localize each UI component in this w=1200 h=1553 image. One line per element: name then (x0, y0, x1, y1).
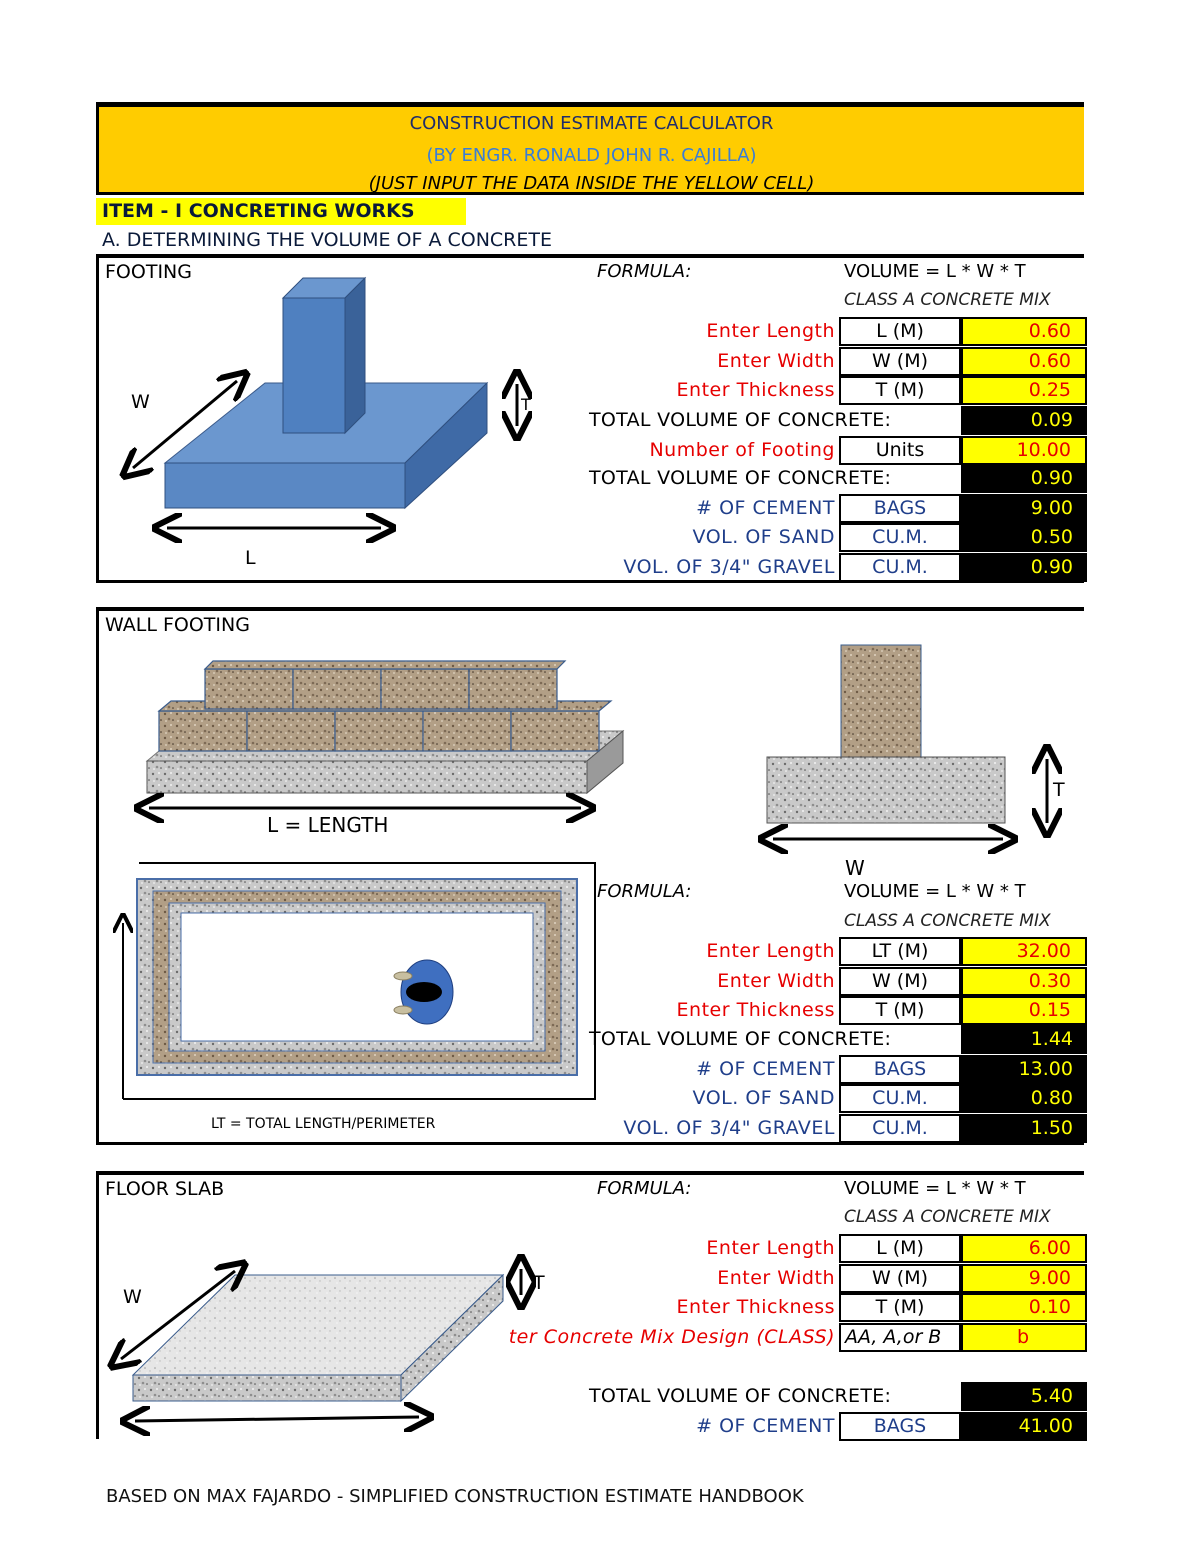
formula-label: FORMULA: (597, 881, 692, 902)
thickness-label: T (1053, 779, 1065, 801)
thickness-label: T (521, 395, 531, 414)
footing-section (96, 254, 1084, 583)
total-volume-label: TOTAL VOLUME OF CONCRETE: (589, 1385, 892, 1407)
thickness-label: Enter Thickness (676, 1296, 835, 1318)
formula-label: FORMULA: (597, 1178, 692, 1199)
length-unit: L (M) (839, 317, 961, 346)
thickness-input[interactable]: 0.10 (961, 1293, 1087, 1322)
wall-width-row (99, 967, 1087, 996)
cement-unit: BAGS (839, 1412, 961, 1441)
slab-width-row (99, 1264, 1087, 1293)
formula-text: VOLUME = L * W * T (844, 881, 1026, 902)
concrete-class: CLASS A CONCRETE MIX (844, 911, 1051, 931)
footing-cement-row (99, 494, 1087, 523)
cement-label: # OF CEMENT (696, 1058, 835, 1080)
sand-unit: CU.M. (839, 1084, 961, 1113)
total-volume-value: 0.90 (961, 464, 1087, 493)
gravel-unit: CU.M. (839, 553, 961, 582)
footing-length-row (99, 317, 1087, 346)
cement-value: 9.00 (961, 494, 1087, 523)
width-label: W (845, 856, 865, 880)
mix-design-label: ter Concrete Mix Design (CLASS) (508, 1326, 835, 1348)
width-label: Enter Width (717, 350, 835, 372)
item-title: ITEM - I CONCRETING WORKS (96, 198, 466, 225)
concrete-class: CLASS A CONCRETE MIX (844, 1207, 1051, 1227)
formula-label: FORMULA: (597, 261, 692, 282)
gravel-label: VOL. OF 3/4" GRAVEL (623, 556, 835, 578)
slab-length-row (99, 1234, 1087, 1263)
header-banner (96, 102, 1084, 195)
cement-value: 13.00 (961, 1055, 1087, 1084)
length-unit: L (M) (839, 1234, 961, 1263)
cement-unit: BAGS (839, 1055, 961, 1084)
footer-note: BASED ON MAX FAJARDO - SIMPLIFIED CONSTRUCTION ESTIMATE HANDBOOK (106, 1486, 804, 1507)
floor-slab-section (96, 1171, 1084, 1439)
wall-length-row (99, 937, 1087, 966)
length-caption: L = LENGTH (267, 813, 389, 837)
wall-cement-row (99, 1055, 1087, 1084)
footing-total-row (99, 406, 1087, 435)
mix-unit: AA, A,or B (839, 1323, 961, 1352)
cement-unit: BAGS (839, 494, 961, 523)
gravel-value: 1.50 (961, 1114, 1087, 1143)
floor-slab-title: FLOOR SLAB (105, 1178, 225, 1200)
length-label: Enter Length (706, 940, 835, 962)
author-line: (BY ENGR. RONALD JOHN R. CAJILLA) (426, 145, 757, 166)
length-label: L (245, 547, 256, 569)
width-input[interactable]: 0.60 (961, 347, 1087, 376)
wall-sand-row (99, 1084, 1087, 1113)
wall-gravel-row (99, 1114, 1087, 1143)
slab-mix-row (99, 1323, 1087, 1352)
footing-sand-row (99, 523, 1087, 552)
length-unit: LT (M) (839, 937, 961, 966)
wall-footing-title: WALL FOOTING (105, 614, 250, 636)
width-label: Enter Width (717, 970, 835, 992)
formula-text: VOLUME = L * W * T (844, 261, 1026, 282)
concrete-class: CLASS A CONCRETE MIX (844, 290, 1051, 310)
total-volume-label: TOTAL VOLUME OF CONCRETE: (589, 1028, 892, 1050)
formula-text: VOLUME = L * W * T (844, 1178, 1026, 1199)
width-label: W (131, 391, 150, 413)
thickness-unit: T (M) (839, 996, 961, 1025)
thickness-unit: T (M) (839, 1293, 961, 1322)
total-volume-value: 1.44 (961, 1025, 1087, 1054)
cement-value: 41.00 (961, 1412, 1087, 1441)
slab-thickness-row (99, 1293, 1087, 1322)
sand-value: 0.80 (961, 1084, 1087, 1113)
length-input[interactable]: 6.00 (961, 1234, 1087, 1263)
wall-total-row (99, 1025, 1087, 1054)
wall-footing-section-diagram (759, 641, 1079, 881)
cement-label: # OF CEMENT (696, 1415, 835, 1437)
thickness-label: Enter Thickness (676, 999, 835, 1021)
width-unit: W (M) (839, 347, 961, 376)
gravel-label: VOL. OF 3/4" GRAVEL (623, 1117, 835, 1139)
length-label: Enter Length (706, 320, 835, 342)
sand-label: VOL. OF SAND (692, 526, 835, 548)
width-unit: W (M) (839, 1264, 961, 1293)
footing-gravel-row (99, 553, 1087, 582)
footing-thickness-row (99, 376, 1087, 405)
length-label: Enter Length (706, 1237, 835, 1259)
thickness-label: Enter Thickness (676, 379, 835, 401)
wall-footing-3d-diagram (139, 651, 639, 851)
sand-unit: CU.M. (839, 523, 961, 552)
instruction-line: (JUST INPUT THE DATA INSIDE THE YELLOW CELL) (368, 173, 815, 194)
count-label: Number of Footing (649, 439, 835, 461)
count-input[interactable]: 10.00 (961, 436, 1087, 465)
thickness-unit: T (M) (839, 376, 961, 405)
sand-value: 0.50 (961, 523, 1087, 552)
total-volume-label: TOTAL VOLUME OF CONCRETE: (589, 409, 892, 431)
width-label: Enter Width (717, 1267, 835, 1289)
section-subtitle: A. DETERMINING THE VOLUME OF A CONCRETE (102, 229, 552, 251)
footing-width-row (99, 347, 1087, 376)
footing-count-row (99, 436, 1087, 465)
slab-total-row (99, 1382, 1087, 1411)
page-title: CONSTRUCTION ESTIMATE CALCULATOR (409, 113, 774, 134)
slab-cement-row (99, 1412, 1087, 1441)
thickness-label: T (533, 1272, 545, 1294)
gravel-value: 0.90 (961, 553, 1087, 582)
total-volume-value: 5.40 (961, 1382, 1087, 1411)
total-volume-label: TOTAL VOLUME OF CONCRETE: (589, 467, 892, 489)
sand-label: VOL. OF SAND (692, 1087, 835, 1109)
mix-design-input[interactable]: b (961, 1323, 1087, 1352)
thickness-input[interactable]: 0.15 (961, 996, 1087, 1025)
wall-footing-section (96, 607, 1084, 1145)
wall-thickness-row (99, 996, 1087, 1025)
width-label: W (123, 1286, 142, 1308)
width-unit: W (M) (839, 967, 961, 996)
thickness-input[interactable]: 0.25 (961, 376, 1087, 405)
width-input[interactable]: 9.00 (961, 1264, 1087, 1293)
total-volume-value: 0.09 (961, 406, 1087, 435)
length-input[interactable]: 0.60 (961, 317, 1087, 346)
perimeter-caption: LT = TOTAL LENGTH/PERIMETER (211, 1116, 436, 1132)
cement-label: # OF CEMENT (696, 497, 835, 519)
width-input[interactable]: 0.30 (961, 967, 1087, 996)
footing-total2-row (99, 464, 1087, 493)
count-unit: Units (839, 436, 961, 465)
length-input[interactable]: 32.00 (961, 937, 1087, 966)
footing-title: FOOTING (105, 261, 192, 283)
gravel-unit: CU.M. (839, 1114, 961, 1143)
